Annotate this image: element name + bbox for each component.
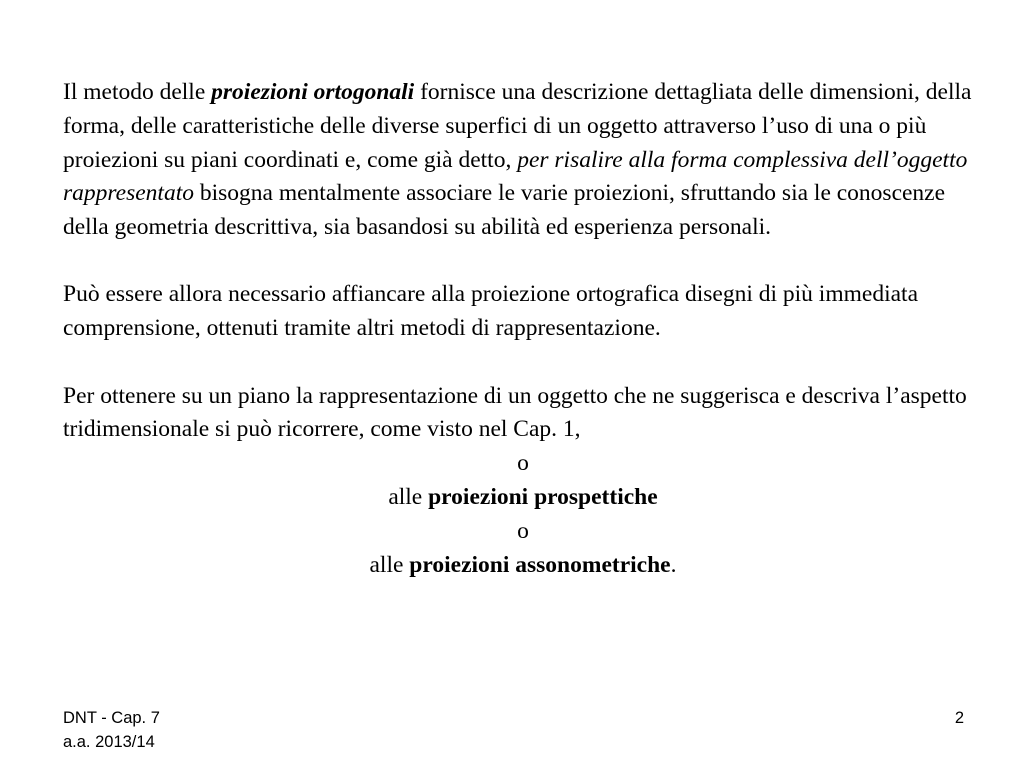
paragraph1-italic-phrase: per risalire alla forma complessiva dell’oggetto rappresentato — [63, 146, 968, 207]
term-axonometric-projections: proiezioni assonometriche — [409, 551, 671, 578]
paragraph-three-dimensional: Per ottenere su un piano la rappresentazione di un oggetto che ne suggerisca e descriva l’aspetto tridimensionale si può ricorrere, come visto nel Cap. 1, — [63, 382, 967, 443]
paragraph1-text-before: Il metodo delle — [63, 79, 212, 105]
slide-page-number: 2 — [954, 709, 964, 727]
option-2-suffix: . — [670, 551, 677, 578]
term-orthogonal-projections: proiezioni ortogonali — [211, 79, 415, 105]
option-2-prefix: alle — [369, 551, 410, 578]
paragraph1-text-middle: fornisce una descrizione dettagliata delle dimensioni, della forma, delle caratteristiche delle diverse superfici di un oggetto attraverso l’uso di una o più proiezioni su piani coordinati e, come già detto, — [63, 79, 972, 173]
footer-course-info — [63, 706, 160, 754]
paragraph-orthogonal-projections — [63, 76, 983, 245]
term-perspective-projections: proiezioni prospettiche — [428, 483, 658, 510]
option-1-prefix: alle — [388, 483, 429, 510]
paragraph1-text-after: bisogna mentalmente associare le varie proiezioni, sfruttando sia le conoscenze della geometria descrittiva, sia basandosi su abilità ed esperienza personali. — [63, 180, 946, 241]
option-axonometric-projections — [63, 549, 983, 583]
or-separator-1: o — [517, 450, 529, 477]
footer-academic-year: a.a. 2013/14 — [63, 733, 155, 751]
paragraph-complementary-drawings: Può essere allora necessario affiancare alla proiezione ortografica disegni di più immediata comprensione, ottenuti tramite altri metodi di rappresentazione. — [63, 280, 918, 341]
or-separator-2: o — [517, 517, 529, 544]
footer-course: DNT - Cap. 7 — [63, 709, 160, 727]
slide-body — [63, 76, 983, 582]
option-perspective-projections — [63, 481, 983, 515]
